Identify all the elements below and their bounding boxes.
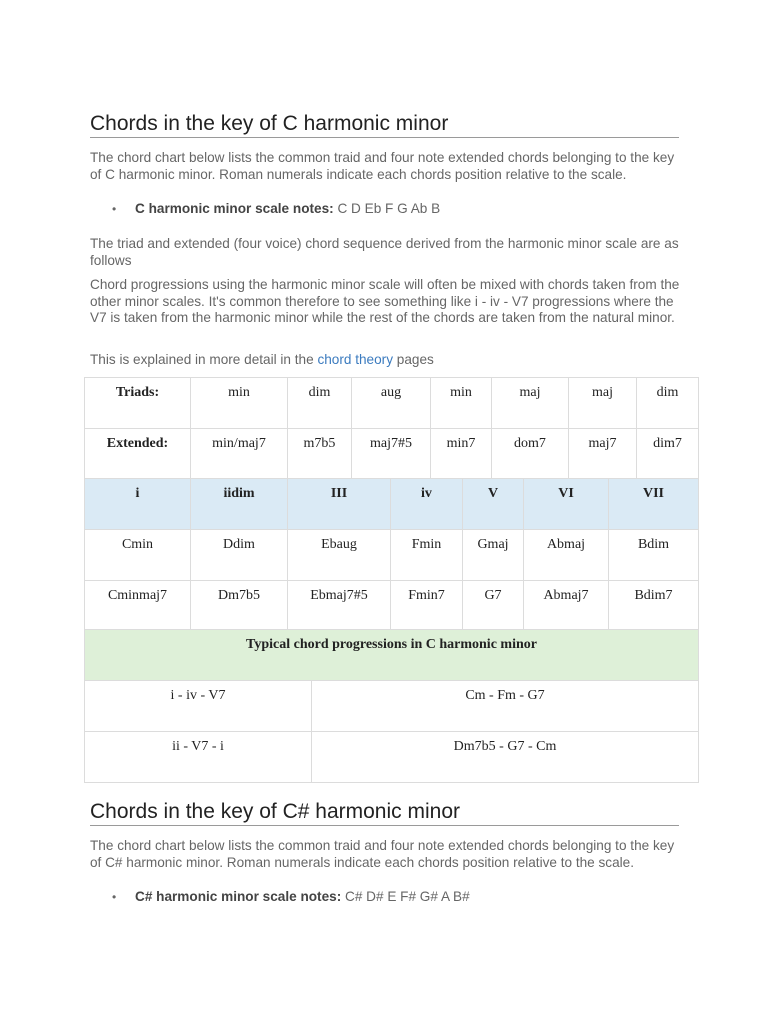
extended-quality-cell: dim7	[637, 429, 699, 480]
triad-quality-cell: maj	[492, 378, 569, 429]
triads-row	[85, 378, 699, 429]
triad-chord-cell: Fmin	[391, 530, 463, 581]
numeral-header-cell: iv	[391, 479, 463, 530]
chord-theory-link[interactable]: chord theory	[317, 352, 393, 367]
intro-paragraph-c-sharp: The chord chart below lists the common traid and four note extended chords belonging to the key of C# harmonic minor. Roman numerals indicate each chords position relative to the scale.	[90, 838, 675, 870]
triad-chord-cell: Ebaug	[288, 530, 391, 581]
chord-theory-suffix: pages	[393, 352, 434, 367]
numeral-header-cell: VII	[609, 479, 699, 530]
triad-quality-cell: dim	[637, 378, 699, 429]
seventh-chords-row	[85, 581, 699, 632]
numeral-header-cell: i	[85, 479, 191, 530]
progressions-paragraph: Chord progressions using the harmonic minor scale will often be mixed with chords taken from the other minor scales. It's common therefore to see something like i - iv - V7 progressions where the V7 is taken from the harmonic minor while the rest of the chords are taken from the natural minor.	[90, 277, 680, 325]
progressions-table	[84, 629, 699, 783]
progression-chords: Dm7b5 - G7 - Cm	[312, 732, 699, 783]
seventh-chord-cell: Bdim7	[609, 581, 699, 632]
extended-quality-cell: maj7	[569, 429, 637, 480]
triad-chord-cell: Abmaj	[524, 530, 609, 581]
scale-notes-bullet	[112, 201, 440, 217]
progressions-title: Typical chord progressions in C harmonic minor	[85, 630, 699, 681]
triad-quality-cell: dim	[288, 378, 352, 429]
chord-theory-paragraph	[90, 352, 680, 369]
triad-chord-cell: Ddim	[191, 530, 288, 581]
extended-quality-cell: maj7#5	[352, 429, 431, 480]
progression-numerals: ii - V7 - i	[85, 732, 312, 783]
bullet-dot-icon: •	[112, 202, 117, 216]
progression-row	[85, 732, 699, 783]
triad-chord-cell: Cmin	[85, 530, 191, 581]
numeral-header-cell: VI	[524, 479, 609, 530]
extended-quality-cell: m7b5	[288, 429, 352, 480]
seventh-chord-cell: G7	[463, 581, 524, 632]
extended-row	[85, 429, 699, 480]
scale-notes-value-c-sharp: C# D# E F# G# A B#	[341, 889, 470, 904]
seventh-chord-cell: Cminmaj7	[85, 581, 191, 632]
triad-quality-cell: min	[431, 378, 492, 429]
seventh-chord-cell: Abmaj7	[524, 581, 609, 632]
extended-quality-cell: min7	[431, 429, 492, 480]
numeral-header-cell: V	[463, 479, 524, 530]
triad-chord-cell: Gmaj	[463, 530, 524, 581]
chord-names-table	[84, 478, 699, 632]
seventh-chord-cell: Fmin7	[391, 581, 463, 632]
triad-chords-row	[85, 530, 699, 581]
triad-quality-cell: maj	[569, 378, 637, 429]
extended-quality-cell: min/maj7	[191, 429, 288, 480]
scale-notes-value: C D Eb F G Ab B	[333, 201, 441, 216]
chord-theory-prefix: This is explained in more detail in the	[90, 352, 318, 367]
progression-numerals: i - iv - V7	[85, 681, 312, 732]
numerals-row	[85, 479, 699, 530]
triad-quality-cell: aug	[352, 378, 431, 429]
extended-label: Extended:	[85, 429, 191, 480]
triad-quality-cell: min	[191, 378, 288, 429]
section-title-c-sharp-harmonic-minor: Chords in the key of C# harmonic minor	[90, 799, 679, 826]
scale-notes-label-c-sharp: C# harmonic minor scale notes:	[135, 889, 342, 904]
seventh-chord-cell: Ebmaj7#5	[288, 581, 391, 632]
sequence-paragraph: The triad and extended (four voice) chord sequence derived from the harmonic minor scale are as follows	[90, 236, 679, 268]
bullet-dot-icon: •	[112, 890, 117, 904]
numeral-header-cell: III	[288, 479, 391, 530]
progression-chords: Cm - Fm - G7	[312, 681, 699, 732]
numeral-header-cell: iidim	[191, 479, 288, 530]
scale-notes-bullet-c-sharp	[112, 889, 470, 905]
seventh-chord-cell: Dm7b5	[191, 581, 288, 632]
chord-quality-table	[84, 377, 699, 480]
progressions-title-row	[85, 630, 699, 681]
progression-row	[85, 681, 699, 732]
intro-paragraph: The chord chart below lists the common traid and four note extended chords belonging to the key of C harmonic minor. Roman numerals indicate each chords position relative to the scale.	[90, 150, 675, 182]
triad-chord-cell: Bdim	[609, 530, 699, 581]
extended-quality-cell: dom7	[492, 429, 569, 480]
scale-notes-label: C harmonic minor scale notes:	[135, 201, 334, 216]
triads-label: Triads:	[85, 378, 191, 429]
section-title-c-harmonic-minor: Chords in the key of C harmonic minor	[90, 111, 679, 138]
